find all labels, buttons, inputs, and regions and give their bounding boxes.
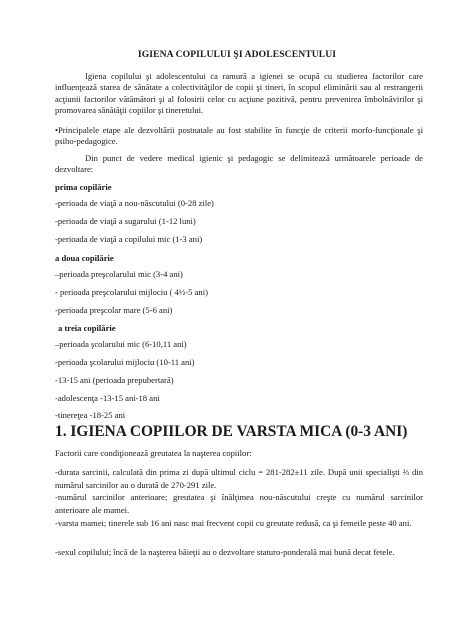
- period-item: –perioada şcolarului mic (6-10,11 ani): [55, 339, 187, 349]
- period-item: -perioada preşcolar mare (5-6 ani): [55, 305, 173, 315]
- period-item: -perioada de viaţă a copilului mic (1-3 ani): [55, 234, 203, 244]
- period-item: - perioada preşcolarului mijlociu ( 4½-5 ani): [55, 287, 208, 297]
- period-item: -perioada de viaţă a nou-născutului (0-28 zile): [55, 198, 214, 208]
- period-item: –perioada preşcolarului mic (3-4 ani): [55, 269, 183, 279]
- section-paragraph: -varsta mamei; tinerele sub 16 ani nasc mai frecvent copii cu greutate redusă, ca şi femeile peste 40 ani.: [55, 518, 412, 528]
- section-paragraph: Factorii care condiţionează greutatea la naşterea copiilor:: [55, 448, 252, 458]
- period-item: -perioada de viaţă a sugarului (1-12 luni): [55, 216, 196, 226]
- period-heading: prima copilărie: [55, 182, 112, 192]
- intro-paragraph: •Principalele etape ale dezvoltării postnatale au fost stabilite în funcţie de criterii morfo-funcţionale şi psiho-pedagogice.: [55, 125, 423, 147]
- period-heading: a doua copilărie: [55, 253, 114, 263]
- period-item: -13-15 ani (perioada prepubertară): [55, 375, 174, 385]
- section-paragraph: -numărul sarcinilor anterioare; greutatea şi înălţimea nou-născutului creşte cu numărul sarcinilor anterioare ale mamei.: [55, 492, 423, 515]
- section-heading: 1. IGIENA COPIILOR DE VARSTA MICA (0-3 ANI): [55, 423, 408, 440]
- intro-paragraph: Din punct de vedere medical igienic şi pedagogic se delimitează următoarele perioade de dezvoltare:: [55, 153, 423, 175]
- period-heading: a treia copilărie: [58, 323, 116, 333]
- period-item: -tinereţea -18-25 ani: [55, 410, 126, 420]
- section-paragraph: -sexul copilului; încă de la naşterea băieţii au o dezvoltare staturo-ponderală mai bună decat fetele.: [55, 547, 395, 557]
- intro-paragraph: Igiena copilului şi adolescentului ca ramură a igienei se ocupă cu studierea factorilor care influenţează starea de sănătate a colectivităţilor de copii şi tineri, în scopul eliminării sau al restrangerii acţiunii factorilor vătămători şi al folosirii celor cu acţiune pozitivă, pentru prevenirea îmbolnăvirilor şi promovarea sănătăţii copiilor şi tineretului.: [55, 71, 423, 116]
- document-title: IGIENA COPILULUI ŞI ADOLESCENTULUI: [137, 49, 337, 60]
- period-item: -perioada şcolarului mijlociu (10-11 ani): [55, 357, 195, 367]
- section-paragraph: -durata sarcinii, calculată din prima zi după ultimul ciclu = 281-282±11 zile. După unii specialişti ⅔ din numărul sarcinilor au o durată de 270-291 zile.: [55, 467, 423, 490]
- period-item: -adolescenţa -13-15 ani-18 ani: [55, 393, 160, 403]
